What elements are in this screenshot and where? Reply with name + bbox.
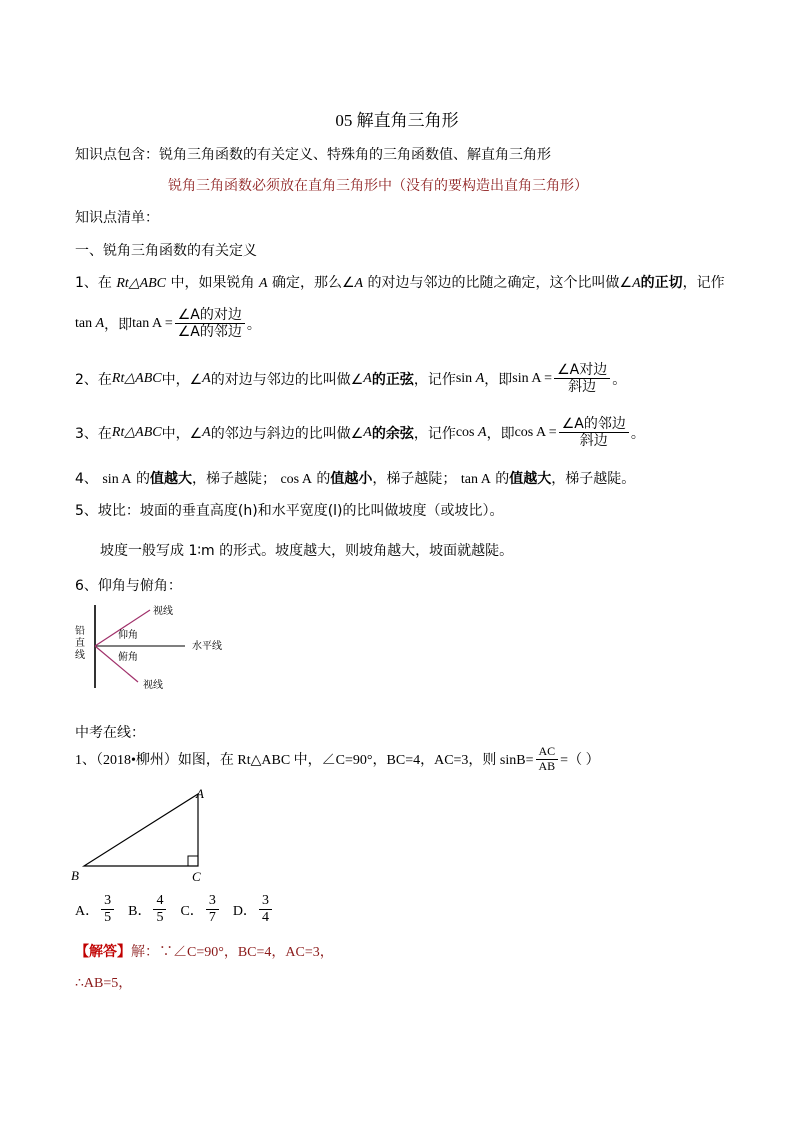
triangle-label: △ABC xyxy=(128,276,167,291)
sin-fraction xyxy=(554,362,610,395)
angle-a: A xyxy=(202,370,211,386)
item-3-text: 3、在 xyxy=(75,425,112,442)
answer-text: 解：∵∠C=90°，BC=4，AC=3， xyxy=(131,945,334,960)
option-den: 7 xyxy=(208,910,216,926)
item-1-text: ，即 xyxy=(104,316,133,333)
item-1-text: 中，如果锐角 xyxy=(166,275,259,291)
bold-phrase: 值越大 xyxy=(509,471,552,487)
sin-numerator: ∠A对边 xyxy=(554,362,610,379)
triangle-abc xyxy=(84,794,198,866)
item-3-text: 的邻边与斜边的比叫做∠ xyxy=(210,425,364,442)
answer-tag: 【解答】 xyxy=(75,944,131,960)
item-1-line xyxy=(75,272,725,292)
tangent-term: 的正切 xyxy=(640,275,683,291)
bold-phrase: 值越大 xyxy=(150,471,192,487)
vertical-label-2: 直 xyxy=(75,638,85,649)
sin-eq: sin A = xyxy=(512,370,553,386)
option-num: 4 xyxy=(153,893,166,910)
cos-denominator: 斜边 xyxy=(579,433,608,450)
option-label: C． xyxy=(180,903,204,919)
sinb-numerator: AC xyxy=(536,745,559,760)
tan-fraction xyxy=(175,307,245,340)
item-3-text: 中，∠ xyxy=(161,425,203,442)
tan-denominator: ∠A的邻边 xyxy=(177,324,242,341)
vertex-a: A xyxy=(196,786,204,801)
period: 。 xyxy=(630,425,645,442)
list-label: 知识点清单： xyxy=(75,210,159,226)
page-title: 05 解直角三角形 xyxy=(335,111,459,130)
item-1-text: ，记作 xyxy=(682,275,725,291)
item-2-text: 中，∠ xyxy=(161,371,203,388)
answer-options xyxy=(75,893,274,926)
sin-a: sin A xyxy=(102,472,132,487)
depression-label: 俯角 xyxy=(118,652,138,663)
exam-header: 中考在线： xyxy=(75,725,145,741)
option-c[interactable] xyxy=(180,893,220,926)
item-4-line xyxy=(75,468,635,488)
option-label: A． xyxy=(75,903,100,919)
sinb-fraction xyxy=(536,745,559,774)
option-label: D． xyxy=(232,903,257,919)
item-3-text: ，记作 xyxy=(413,425,456,442)
angle-a: A xyxy=(363,370,372,386)
option-a[interactable] xyxy=(75,893,116,926)
red-note: 锐角三角函数必须放在直角三角形中（没有的要构造出直角三角形） xyxy=(168,178,588,194)
sight-bottom-label: 视线 xyxy=(143,680,163,691)
item-2-text: 2、在 xyxy=(75,371,112,388)
question-text: 1、（2018•柳州）如图，在 Rt△ABC 中，∠C=90°，BC=4，AC=3，则 sinB= xyxy=(75,753,534,769)
item-5-line: 5、坡比：坡面的垂直高度(h)和水平宽度(l)的比叫做坡度（或坡比）。 xyxy=(75,503,504,519)
item-4-text: ，梯子越陡； xyxy=(372,471,461,487)
option-den: 5 xyxy=(104,910,112,926)
elevation-depression-diagram xyxy=(70,600,240,695)
period: 。 xyxy=(246,316,261,333)
item-4-text: 的 xyxy=(311,471,331,487)
vertex-c: C xyxy=(192,869,201,884)
item-1-text: 的对边与邻边的比随之确定，这个比叫做∠ xyxy=(363,275,633,291)
cos-a: cos A xyxy=(280,472,312,487)
cos-numerator: ∠A的邻边 xyxy=(559,416,629,433)
period: 。 xyxy=(612,371,627,388)
horizontal-label: 水平线 xyxy=(192,641,222,652)
exam-question-1 xyxy=(75,745,600,774)
vertex-b: B xyxy=(71,868,79,883)
angle-a: A xyxy=(258,276,268,291)
option-fraction xyxy=(259,893,272,926)
angle-a: A xyxy=(363,424,372,440)
vertical-label-1: 铅 xyxy=(75,626,85,637)
sin-denominator: 斜边 xyxy=(568,379,597,396)
sinb-denominator: AB xyxy=(538,758,556,773)
item-3-line: 3、在 Rt △ABC 中，∠ A 的邻边与斜边的比叫做∠ A 的余弦 ，记作 cos A ，即 cos A = $\frac{\text{∠A的邻边}}{\text{斜边}}$ 。 xyxy=(75,416,645,450)
item-2-text: ，即 xyxy=(484,371,513,388)
angle-a: A xyxy=(202,424,211,440)
item-5-note: 坡度一般写成 1∶m 的形式。坡度越大，则坡角越大，坡面就越陡。 xyxy=(100,543,514,559)
question-blank: =（ ） xyxy=(560,753,600,769)
rt-label: Rt xyxy=(116,276,129,291)
item-2-text: 的对边与邻边的比叫做∠ xyxy=(210,371,364,388)
knowledge-summary: 知识点包含：锐角三角函数的有关定义、特殊角的三角函数值、解直角三角形 xyxy=(75,147,551,163)
cos-fraction xyxy=(559,416,629,449)
tan-formula: tan A ，即 tan A = $\frac{\text{∠A的对边}}{\text{∠A的邻边}}$ 。 xyxy=(75,307,261,341)
triangle-label: △ABC xyxy=(124,425,162,441)
bold-phrase: 值越小 xyxy=(330,471,373,487)
item-1-text: 1、在 xyxy=(75,275,117,291)
right-angle-mark xyxy=(188,856,198,866)
tan-a: tan A xyxy=(460,472,491,487)
sin-symbol: sin xyxy=(455,370,473,386)
rt-label: Rt xyxy=(111,370,125,386)
section-heading-1: 一、锐角三角函数的有关定义 xyxy=(75,243,257,259)
rt-label: Rt xyxy=(111,424,125,440)
item-4-text: 的 xyxy=(490,471,510,487)
item-2-line: 2、在 Rt △ABC 中，∠ A 的对边与邻边的比叫做∠ A 的正弦 ，记作 sin A ，即 sin A = $\frac{\text{∠A对边}}{\text{斜边}}$ 。 xyxy=(75,362,627,396)
triangle-label: △ABC xyxy=(124,371,162,387)
answer-line-1 xyxy=(75,941,334,961)
sight-top-label: 视线 xyxy=(153,606,173,617)
option-label: B． xyxy=(128,903,152,919)
tan-numerator: ∠A的对边 xyxy=(175,307,245,324)
option-num: 3 xyxy=(259,893,272,910)
option-d[interactable] xyxy=(233,893,274,926)
item-3-text: ，即 xyxy=(486,425,515,442)
option-fraction xyxy=(153,893,166,926)
option-num: 3 xyxy=(206,893,219,910)
item-2-text: ，记作 xyxy=(413,371,456,388)
item-4-text: ，梯子越陡。 xyxy=(551,471,636,487)
item-6-label: 6、仰角与俯角： xyxy=(75,578,182,594)
option-b[interactable] xyxy=(128,893,168,926)
triangle-figure xyxy=(68,786,218,886)
angle-a: A xyxy=(354,276,364,291)
item-4-text: 的 xyxy=(131,471,150,487)
option-num: 3 xyxy=(101,893,114,910)
cosine-term: 的余弦 xyxy=(371,425,414,442)
elevation-label: 仰角 xyxy=(118,630,138,641)
option-den: 4 xyxy=(261,910,269,926)
item-1-text: 确定，那么∠ xyxy=(267,275,355,291)
option-fraction xyxy=(206,893,219,926)
option-den: 5 xyxy=(156,910,164,926)
tan-eq: tan A = xyxy=(132,315,173,331)
vertical-label-3: 线 xyxy=(75,650,85,661)
item-4-text: ，梯子越陡； xyxy=(192,471,281,487)
tan-symbol: tan xyxy=(75,315,93,331)
cos-eq: cos A = xyxy=(514,424,557,440)
sine-term: 的正弦 xyxy=(371,371,414,388)
item-4-text: 4、 xyxy=(75,471,103,487)
answer-line-2: ∴AB=5， xyxy=(75,976,133,991)
option-fraction xyxy=(101,893,114,926)
angle-a: A xyxy=(632,276,641,291)
cos-symbol: cos xyxy=(455,424,475,440)
